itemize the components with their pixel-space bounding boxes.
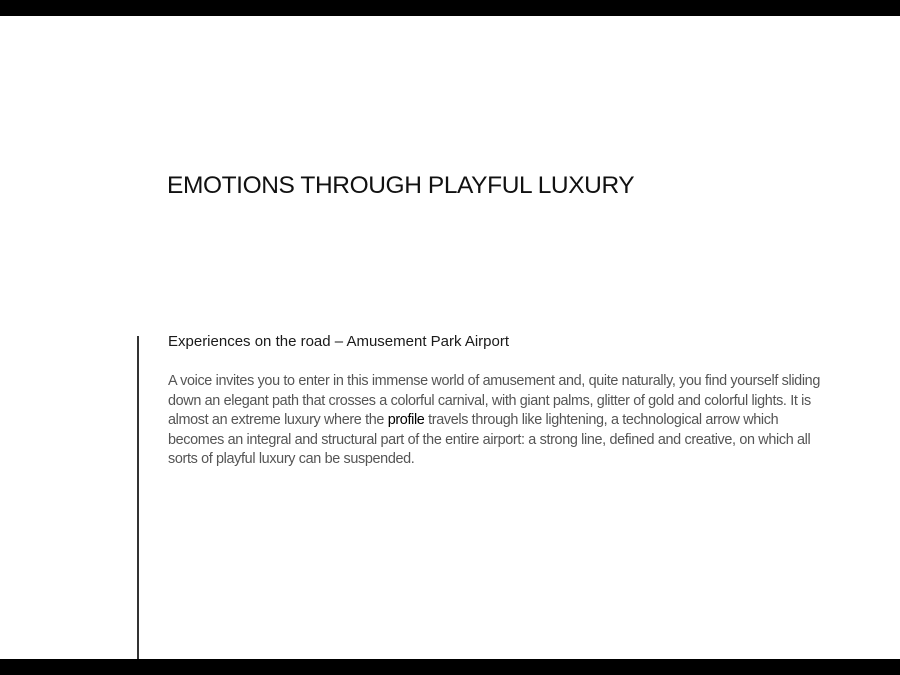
slide-subtitle: Experiences on the road – Amusement Park Airport <box>168 333 510 350</box>
slide <box>0 16 900 659</box>
slide-title: EMOTIONS THROUGH PLAYFUL LUXURY <box>167 172 635 199</box>
body-paragraph <box>168 372 836 470</box>
highlighted-word: profile <box>387 412 425 428</box>
vertical-divider <box>137 336 139 659</box>
body-text-end: travels through like lightening, a technological arrow which becomes an integral and structural part of the entire airport: a strong line, defined and creative, on which all sorts of playful luxury can be suspended. <box>168 412 811 467</box>
body-text-start: A voice invites you to enter in this immense world of amusement and, quite naturally, you find yourself sliding down an elegant path that crosses a colorful carnival, with giant palms, glitter of gold and colorful lights. It is almost an extreme luxury where the <box>168 373 820 428</box>
